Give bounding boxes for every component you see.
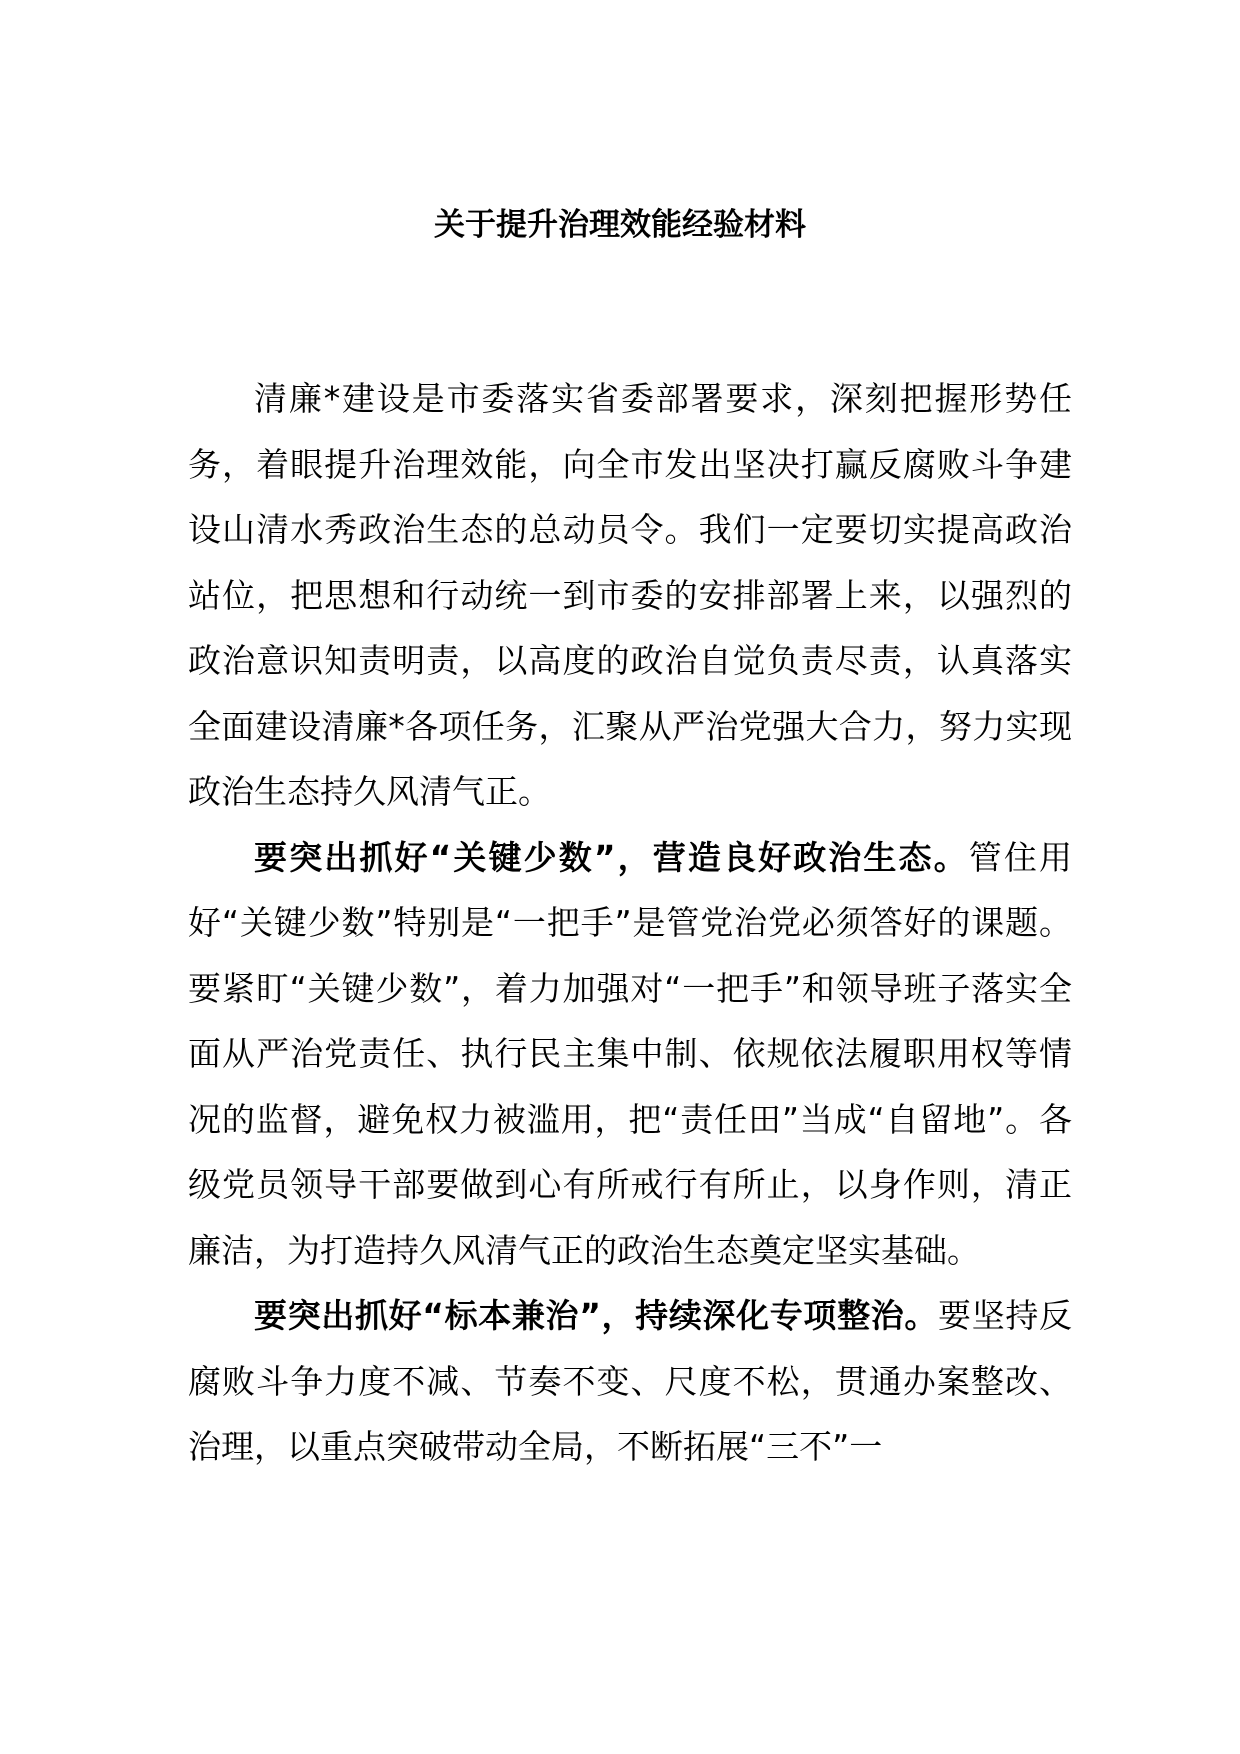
paragraph-root-and-branch-text: 要坚持反腐败斗争力度不减、节奏不变、尺度不松，贯通办案整改、治理，以重点突破带动全局，不断拓展“三不”一 [188,1296,1072,1466]
paragraph-intro-text: 清廉*建设是市委落实省委部署要求，深刻把握形势任务，着眼提升治理效能，向全市发出坚决打赢反腐败斗争建设山清水秀政治生态的总动员令。我们一定要切实提高政治站位，把思想和行动统一到市委的安排部署上来，以强烈的政治意识知责明责，以高度的政治自觉负责尽责，认真落实全面建设清廉*各项任务，汇聚从严治党强大合力，努力实现政治生态持久风清气正。 [188,379,1072,811]
paragraph-root-and-branch [188,1283,1072,1480]
paragraph-intro [188,366,1072,825]
document-title: 关于提升治理效能经验材料 [434,207,806,243]
paragraph-root-and-branch-heading: 要突出抓好“标本兼治”，持续深化专项整治。 [254,1296,939,1335]
paragraph-key-minority-text: 管住用好“关键少数”特别是“一把手”是管党治党必须答好的课题。要紧盯“关键少数”，着力加强对“一把手”和领导班子落实全面从严治党责任、执行民主集中制、依规依法履职用权等情况的监督，避免权力被滥用，把“责任田”当成“自留地”。各级党员领导干部要做到心有所戒行有所止，以身作则，清正廉洁，为打造持久风清气正的政治生态奠定坚实基础。 [188,837,1072,1270]
paragraph-key-minority [188,825,1072,1284]
paragraph-key-minority-heading: 要突出抓好“关键少数”，营造良好政治生态。 [254,837,969,877]
document-body [188,366,1072,1480]
